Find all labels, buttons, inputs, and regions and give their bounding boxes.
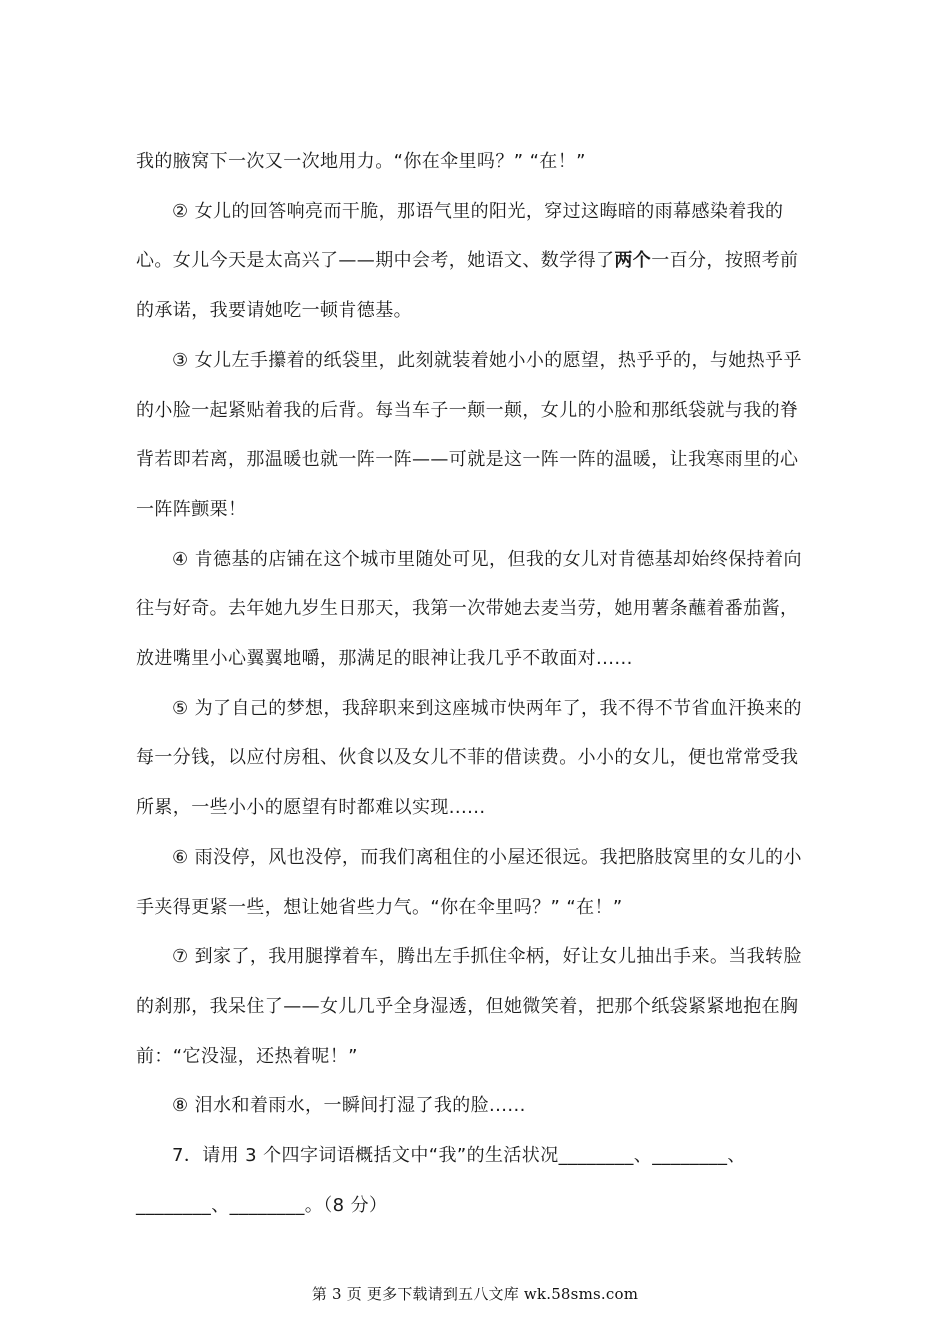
question-7: 7．请用 3 个四字词语概括文中“我”的生活状况________、________、________、________。（8 分） bbox=[136, 1145, 746, 1216]
page-footer: 第 3 页 更多下载请到五八文库 wk.58sms.com bbox=[311, 1285, 639, 1303]
paragraph-2 bbox=[136, 187, 816, 336]
paragraph-7: ⑦ 到家了，我用腿撑着车，腾出左手抓住伞柄，好让女儿抽出手来。当我转脸的刹那，我呆住了——女儿几乎全身湿透，但她微笑着，把那个纸袋紧紧地抱在胸前：“它没湿，还热着呢！” bbox=[136, 946, 802, 1067]
paragraph-4: ④ 肯德基的店铺在这个城市里随处可见，但我的女儿对肯德基却始终保持着向往与好奇。去年她九岁生日那天，我第一次带她去麦当劳，她用薯条蘸着番茄酱，放进嘴里小心翼翼地嚼，那满足的眼神让我几乎不敢面对...... bbox=[136, 548, 802, 670]
paragraph-5: ⑤ 为了自己的梦想，我辞职来到这座城市快两年了，我不得不节省血汗换来的每一分钱，以应付房租、伙食以及女儿不菲的借读费。小小的女儿，便也常常受我所累，一些小小的愿望有时都难以实现...... bbox=[136, 697, 802, 819]
paragraph-continuation: 我的腋窝下一次又一次地用力。“你在伞里吗？” “在！” bbox=[136, 151, 586, 172]
paragraph-3: ③ 女儿左手攥着的纸袋里，此刻就装着她小小的愿望，热乎乎的，与她热乎乎的小脸一起紧贴着我的后背。每当车子一颠一颠，女儿的小脸和那纸袋就与我的脊背若即若离，那温暖也就一阵一阵——可就是这一阵一阵的温暖，让我寒雨里的心一阵阵颤栗！ bbox=[136, 349, 802, 520]
paragraph-2-text-b: 一百分，按照考前的承诺，我要请她吃一顿肯德基。 bbox=[136, 250, 799, 322]
document-body bbox=[136, 137, 816, 1230]
paragraph-6: ⑥ 雨没停，风也没停，而我们离租住的小屋还很远。我把胳肢窝里的女儿的小手夹得更紧一些，想让她省些力气。“你在伞里吗？” “在！” bbox=[136, 846, 802, 918]
paragraph-2-bold-text: 两个 bbox=[614, 250, 652, 272]
paragraph-2-text-a: ② 女儿的回答响亮而干脆，那语气里的阳光，穿过这晦暗的雨幕感染着我的心。女儿今天是太高兴了——期中会考，她语文、数学得了 bbox=[136, 200, 784, 272]
paragraph-8: ⑧ 泪水和着雨水，一瞬间打湿了我的脸...... bbox=[172, 1095, 526, 1117]
